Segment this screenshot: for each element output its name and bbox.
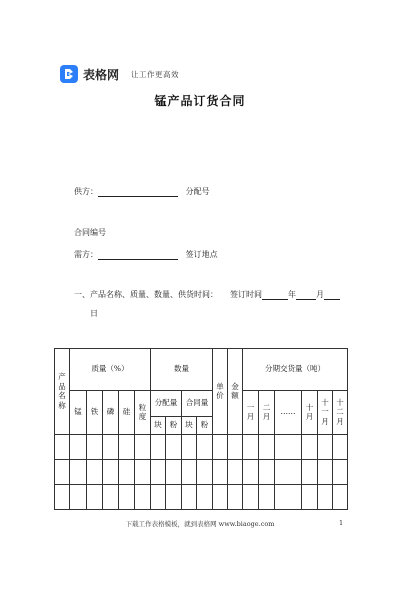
table-row (55, 485, 348, 510)
sign-place-label: 签订地点 (185, 250, 218, 259)
product-name-header: 产品名称 (55, 349, 70, 435)
element-p-header: 磷 (103, 391, 119, 435)
day-blank (324, 290, 340, 300)
month-label: 月 (316, 290, 324, 299)
month-11-header: 十一月 (318, 391, 333, 435)
delivery-header: 分期交货量（吨） (243, 349, 348, 391)
quantity-header: 数量 (151, 349, 213, 391)
supplier-line (74, 186, 210, 197)
allot-qty-header: 分配量 (151, 391, 182, 417)
supplier-label: 供方： (74, 187, 98, 196)
day-label: 日 (90, 309, 98, 318)
page-footer: 下载工作表格模板，就到表格网 www.biaoge.com (125, 520, 275, 528)
table-header-row-1 (55, 349, 348, 391)
sign-time-label: 签订时间 (230, 290, 262, 299)
month-2-header: 二月 (259, 391, 275, 435)
sign-time-line (230, 289, 340, 300)
month-1-header: 一月 (243, 391, 259, 435)
buyer-blank (98, 250, 178, 260)
dist-label: 分配号 (185, 187, 210, 196)
contract-powder-header: 粉 (197, 417, 213, 435)
year-label: 年 (288, 290, 296, 299)
supplier-blank (98, 187, 178, 197)
granularity-header: 粒度 (135, 391, 151, 435)
amount-header: 金额 (228, 349, 243, 435)
brand-name: 表格网 (83, 67, 120, 82)
buyer-line (74, 249, 218, 260)
element-si-header: 硅 (119, 391, 135, 435)
allot-block-header: 块 (151, 417, 166, 435)
brand-header (60, 64, 179, 84)
month-10-header: 十月 (302, 391, 318, 435)
month-blank (296, 290, 316, 300)
element-fe-header: 铁 (87, 391, 103, 435)
contract-block-header: 块 (182, 417, 197, 435)
page-number: 1 (339, 519, 344, 527)
document-title: 锰产品订货合同 (154, 94, 246, 108)
buyer-label: 需方： (74, 250, 98, 259)
table-row (55, 435, 348, 460)
month-ellipsis-header: …… (275, 391, 302, 435)
table-header-row-2 (55, 391, 348, 417)
allot-powder-header: 粉 (166, 417, 182, 435)
section-1-line (74, 289, 218, 300)
contract-qty-header: 合同量 (182, 391, 213, 417)
brand-slogan: 让工作更高效 (131, 69, 180, 79)
contract-no-label: 合同编号 (74, 228, 106, 237)
year-blank (262, 290, 288, 300)
month-12-header: 十二月 (333, 391, 348, 435)
quality-header: 质量（%） (70, 349, 151, 391)
order-table (54, 348, 348, 510)
unit-price-header: 单价 (213, 349, 228, 435)
table-row (55, 460, 348, 485)
brand-logo-icon (60, 65, 78, 83)
section-1-heading: 一、产品名称、质量、数量、供货时间： (74, 290, 218, 299)
element-mn-header: 锰 (70, 391, 87, 435)
